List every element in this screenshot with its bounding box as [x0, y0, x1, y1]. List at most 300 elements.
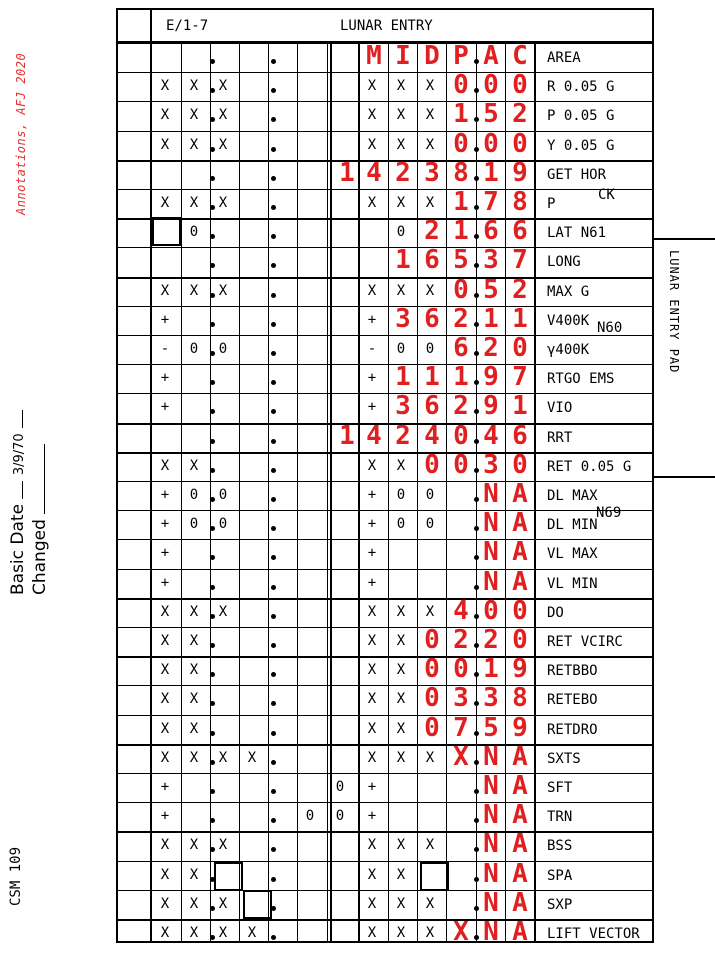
digit-cell: A — [512, 917, 528, 947]
digit-cell: 3 — [395, 303, 411, 334]
digit-cell: N — [483, 566, 499, 597]
decimal-dot — [474, 614, 479, 619]
left-cell: X — [218, 195, 228, 211]
decimal-dot — [210, 205, 215, 210]
input-box — [420, 862, 449, 891]
row-label: AREA — [547, 50, 581, 66]
lunar-entry-form — [116, 8, 654, 947]
digit-cell: 6 — [453, 333, 469, 363]
mid-cell: - — [367, 341, 377, 357]
digit-cell: 2 — [453, 391, 469, 422]
digit-cell: A — [512, 566, 528, 597]
left-cell: 0 — [335, 779, 345, 795]
digit-cell: 0 — [512, 70, 528, 101]
digit-cell: A — [512, 741, 528, 772]
left-cell: + — [160, 574, 170, 591]
left-cell: X — [160, 282, 170, 299]
form-header — [118, 10, 652, 43]
digit-cell: A — [512, 537, 528, 568]
left-cell: 0 — [335, 808, 345, 825]
decimal-dot — [210, 672, 215, 677]
mid-cell: X — [396, 603, 406, 620]
mid-cell: X — [367, 895, 377, 912]
digit-cell: 3 — [483, 449, 499, 480]
row-label: RRT — [547, 429, 573, 446]
basic-date-line — [22, 481, 23, 499]
digit-cell: 1 — [453, 187, 469, 217]
decimal-dot — [474, 59, 479, 64]
row-note: N60 — [597, 320, 623, 336]
grid-col — [446, 43, 447, 943]
mid-cell: X — [425, 837, 435, 854]
digit-cell: 4 — [366, 420, 382, 451]
digit-cell: 2 — [453, 303, 469, 334]
mid-cell: + — [367, 487, 377, 503]
digit-cell: 1 — [483, 654, 499, 685]
left-cell: X — [160, 749, 170, 766]
grid-row-line — [118, 773, 654, 774]
grid-row-line — [118, 715, 654, 716]
digit-cell: 4 — [424, 420, 440, 451]
decimal-dot — [271, 789, 276, 794]
left-cell: X — [160, 136, 170, 153]
mid-cell: X — [425, 749, 435, 766]
digit-cell: X — [453, 741, 469, 772]
digit-cell: 1 — [453, 216, 469, 247]
decimal-dot — [210, 380, 215, 385]
left-cell: X — [189, 603, 199, 620]
digit-cell: 6 — [424, 303, 440, 334]
decimal-dot — [210, 906, 215, 911]
mid-cell: X — [396, 136, 406, 153]
row-label: RTGO EMS — [547, 371, 615, 388]
csm-label: CSM 109 — [8, 846, 24, 906]
digit-cell: 4 — [453, 595, 469, 626]
decimal-dot — [271, 760, 276, 765]
left-cell: + — [160, 370, 170, 387]
grid-col — [239, 43, 240, 943]
decimal-dot — [271, 351, 276, 356]
digit-cell: 0 — [424, 712, 440, 743]
grid-row-line — [118, 890, 654, 891]
mid-cell: + — [367, 311, 377, 328]
left-cell: X — [160, 895, 170, 912]
left-cell: X — [189, 662, 199, 679]
mid-cell: X — [396, 195, 406, 211]
grid-row-line — [118, 189, 654, 190]
digit-cell: 6 — [424, 245, 440, 276]
mid-cell: X — [425, 78, 435, 95]
row-label: DL MIN — [547, 517, 598, 534]
mid-cell: X — [425, 136, 435, 153]
mid-cell: 0 — [396, 516, 406, 533]
grid-row-line — [118, 306, 654, 307]
left-cell: X — [218, 136, 228, 153]
mid-cell: X — [367, 837, 377, 854]
left-cell: + — [160, 399, 170, 416]
digit-cell: 0 — [453, 70, 469, 101]
left-cell: + — [160, 545, 170, 562]
mid-cell: 0 — [396, 224, 406, 241]
mid-cell: 0 — [425, 487, 435, 503]
form-id: E/1-7 — [166, 18, 209, 34]
row-label: MAX G — [547, 283, 590, 300]
digit-cell: N — [483, 800, 499, 831]
mid-cell: + — [367, 779, 377, 795]
grid-row-line — [118, 861, 654, 862]
mid-cell: 0 — [396, 487, 406, 503]
digit-cell: M — [366, 41, 382, 71]
digit-cell: 9 — [512, 712, 528, 743]
digit-cell: A — [512, 887, 528, 918]
mid-cell: X — [396, 895, 406, 912]
left-cell: X — [218, 78, 228, 95]
mid-cell: X — [396, 282, 406, 299]
row-label: VL MAX — [547, 546, 598, 563]
decimal-dot — [271, 701, 276, 706]
mid-cell: 0 — [396, 341, 406, 357]
left-cell: X — [160, 720, 170, 737]
left-cell: X — [189, 107, 199, 124]
decimal-dot — [474, 643, 479, 648]
row-label: RET VCIRC — [547, 634, 623, 650]
decimal-dot — [210, 176, 215, 181]
digit-cell: 1 — [395, 362, 411, 393]
row-label: γ400K — [547, 342, 590, 358]
left-cell: X — [247, 749, 257, 766]
left-cell: 0 — [218, 516, 228, 533]
digit-cell: 1 — [453, 362, 469, 393]
grid-row-line — [118, 598, 654, 600]
decimal-dot — [210, 351, 215, 356]
decimal-dot — [210, 147, 215, 152]
row-label: SFT — [547, 780, 573, 796]
row-label: SXP — [547, 896, 573, 913]
digit-cell: 5 — [483, 274, 499, 305]
left-cell: X — [189, 866, 199, 883]
left-cell: + — [160, 311, 170, 328]
row-note: N69 — [596, 505, 622, 521]
decimal-dot — [474, 176, 479, 181]
decimal-dot — [271, 585, 276, 590]
digit-cell: 0 — [453, 654, 469, 685]
mid-cell: X — [396, 925, 406, 941]
digit-cell: P — [453, 41, 469, 71]
decimal-dot — [210, 760, 215, 765]
mid-cell: X — [396, 691, 406, 708]
row-label: SPA — [547, 867, 573, 884]
decimal-dot — [210, 789, 215, 794]
mid-cell: X — [367, 925, 377, 941]
grid-row-line — [118, 919, 654, 921]
basic-date-label: Basic Date — [8, 503, 28, 595]
digit-cell: 1 — [395, 245, 411, 276]
digit-cell: N — [483, 508, 499, 539]
digit-cell: A — [512, 800, 528, 831]
digit-cell: A — [512, 829, 528, 860]
digit-cell: 6 — [512, 420, 528, 451]
left-cell: X — [189, 691, 199, 708]
digit-cell: 6 — [512, 216, 528, 247]
decimal-dot — [474, 789, 479, 794]
row-label: LIFT VECTOR — [547, 926, 640, 942]
decimal-dot — [271, 234, 276, 239]
digit-cell: 5 — [483, 99, 499, 130]
mid-cell: X — [425, 603, 435, 620]
mid-cell: X — [396, 633, 406, 649]
decimal-dot — [271, 643, 276, 648]
decimal-dot — [474, 293, 479, 298]
digit-cell: 1 — [483, 157, 499, 188]
basic-date-value: 3/9/70 — [12, 433, 27, 476]
grid-row-line — [118, 627, 654, 628]
digit-cell: 8 — [512, 683, 528, 714]
mid-cell: X — [367, 195, 377, 211]
decimal-dot — [271, 409, 276, 414]
left-cell: X — [189, 78, 199, 95]
digit-cell: 3 — [483, 683, 499, 714]
left-cell: X — [160, 107, 170, 124]
digit-cell: I — [395, 41, 411, 71]
left-cell: X — [189, 633, 199, 649]
input-box — [243, 890, 272, 919]
digit-cell: A — [512, 479, 528, 509]
mid-cell: X — [425, 282, 435, 299]
digit-cell: N — [483, 479, 499, 509]
left-cell: - — [160, 341, 170, 357]
left-cell: 0 — [305, 808, 315, 825]
grid-row-line — [118, 685, 654, 686]
decimal-dot — [271, 322, 276, 327]
digit-cell: 3 — [395, 391, 411, 422]
decimal-dot — [210, 701, 215, 706]
mid-cell: + — [367, 399, 377, 416]
digit-cell: 0 — [483, 70, 499, 101]
row-label: RET 0.05 G — [547, 458, 632, 475]
digit-cell: 2 — [424, 216, 440, 247]
mid-cell: X — [396, 749, 406, 766]
digit-cell: 9 — [512, 654, 528, 685]
left-cell: 0 — [189, 516, 199, 533]
mid-cell: X — [367, 749, 377, 766]
decimal-dot — [271, 117, 276, 122]
annotation-credit: Annotations, AFJ 2020 — [14, 52, 28, 215]
left-cell: X — [160, 457, 170, 474]
digit-cell: N — [483, 887, 499, 918]
left-cell: X — [160, 691, 170, 708]
decimal-dot — [271, 263, 276, 268]
row-label: GET HOR — [547, 166, 607, 183]
row-label: R 0.05 G — [547, 79, 615, 96]
digit-cell: 2 — [483, 625, 499, 655]
grid-row-line — [118, 510, 654, 511]
mid-cell: X — [367, 107, 377, 124]
row-label: V400K — [547, 312, 590, 329]
digit-cell: 4 — [366, 157, 382, 188]
decimal-dot — [210, 643, 215, 648]
decimal-dot — [474, 439, 479, 444]
decimal-dot — [271, 205, 276, 210]
left-cell: X — [160, 837, 170, 854]
decimal-dot — [474, 147, 479, 152]
mid-cell: X — [367, 691, 377, 708]
decimal-dot — [271, 88, 276, 93]
digit-cell: A — [512, 858, 528, 889]
left-cell: + — [160, 516, 170, 533]
decimal-dot — [271, 935, 276, 940]
grid-col — [268, 43, 269, 943]
left-cell: X — [189, 457, 199, 474]
decimal-dot — [210, 468, 215, 473]
decimal-dot — [210, 731, 215, 736]
mid-cell: + — [367, 574, 377, 591]
left-cell: + — [160, 808, 170, 825]
digit-cell: 6 — [483, 216, 499, 247]
mid-cell: X — [367, 720, 377, 737]
row-label: RETEBO — [547, 692, 598, 709]
decimal-dot — [271, 672, 276, 677]
digit-cell: 1 — [339, 157, 355, 188]
decimal-dot — [210, 614, 215, 619]
digit-cell: 8 — [453, 157, 469, 188]
mid-cell: X — [367, 603, 377, 620]
grid-row-line — [118, 569, 654, 570]
digit-cell: 2 — [395, 420, 411, 451]
grid-row-line — [118, 72, 654, 73]
left-cell: X — [189, 136, 199, 153]
decimal-dot — [210, 497, 215, 502]
digit-cell: 2 — [453, 625, 469, 655]
grid-row-line — [118, 539, 654, 540]
decimal-dot — [210, 439, 215, 444]
digit-cell: N — [483, 829, 499, 860]
row-label: TRN — [547, 809, 573, 826]
digit-cell: 8 — [512, 187, 528, 217]
digit-cell: 2 — [483, 333, 499, 363]
mid-cell: X — [396, 457, 406, 474]
row-label: LAT N61 — [547, 225, 607, 242]
left-cell: 0 — [189, 487, 199, 503]
decimal-dot — [474, 760, 479, 765]
decimal-dot — [271, 526, 276, 531]
grid-row-line — [118, 277, 654, 279]
decimal-dot — [271, 877, 276, 882]
digit-cell: 0 — [512, 625, 528, 655]
left-cell: X — [218, 895, 228, 912]
digit-cell: 6 — [424, 391, 440, 422]
left-cell: X — [160, 662, 170, 679]
grid-vline — [534, 43, 536, 943]
row-label: VL MIN — [547, 575, 598, 592]
left-cell: X — [160, 78, 170, 95]
row-label: BSS — [547, 838, 573, 855]
decimal-dot — [474, 468, 479, 473]
decimal-dot — [271, 147, 276, 152]
digit-cell: N — [483, 741, 499, 772]
digit-cell: X — [453, 917, 469, 947]
mid-cell: X — [367, 866, 377, 883]
decimal-dot — [474, 935, 479, 940]
mid-cell: X — [367, 282, 377, 299]
decimal-dot — [210, 234, 215, 239]
digit-cell: 3 — [424, 157, 440, 188]
mid-cell: 0 — [425, 516, 435, 533]
digit-cell: 3 — [453, 683, 469, 714]
digit-cell: 0 — [512, 333, 528, 363]
grid-row-line — [118, 744, 654, 746]
left-cell: + — [160, 487, 170, 503]
digit-cell: 2 — [395, 157, 411, 188]
pad-bracket-bottom — [654, 476, 715, 478]
mid-cell: + — [367, 370, 377, 387]
decimal-dot — [474, 351, 479, 356]
left-cell: X — [189, 282, 199, 299]
digit-cell: 2 — [512, 99, 528, 130]
decimal-dot — [210, 293, 215, 298]
mid-cell: X — [396, 107, 406, 124]
decimal-dot — [271, 614, 276, 619]
digit-cell: 7 — [512, 362, 528, 393]
form-title: LUNAR ENTRY — [340, 18, 433, 34]
grid-row-line — [118, 101, 654, 102]
decimal-dot — [271, 847, 276, 852]
digit-cell: N — [483, 858, 499, 889]
digit-cell: 0 — [512, 595, 528, 626]
mid-cell: + — [367, 516, 377, 533]
digit-cell: 7 — [512, 245, 528, 276]
digit-cell: A — [512, 508, 528, 539]
decimal-dot — [210, 555, 215, 560]
pad-bracket-top — [654, 238, 715, 240]
left-cell: 0 — [218, 487, 228, 503]
left-cell: X — [189, 749, 199, 766]
mid-cell: X — [396, 662, 406, 679]
digit-cell: N — [483, 917, 499, 947]
mid-cell: 0 — [425, 341, 435, 357]
left-cell: 0 — [189, 341, 199, 357]
digit-cell: 1 — [512, 303, 528, 334]
mid-cell: X — [425, 895, 435, 912]
digit-cell: 0 — [483, 595, 499, 626]
grid-row-line — [118, 831, 654, 833]
decimal-dot — [474, 906, 479, 911]
left-cell: X — [160, 925, 170, 941]
mid-cell: + — [367, 545, 377, 562]
left-cell: X — [189, 895, 199, 912]
mid-cell: + — [367, 808, 377, 825]
decimal-dot — [474, 877, 479, 882]
grid-col — [505, 43, 506, 943]
decimal-dot — [210, 263, 215, 268]
decimal-dot — [210, 409, 215, 414]
digit-cell: 1 — [339, 420, 355, 451]
decimal-dot — [271, 176, 276, 181]
digit-cell: 9 — [512, 157, 528, 188]
digit-cell: 0 — [424, 683, 440, 714]
digit-cell: 1 — [483, 303, 499, 334]
digit-cell: 0 — [453, 128, 469, 159]
digit-cell: 0 — [512, 449, 528, 480]
row-label: LONG — [547, 254, 581, 271]
decimal-dot — [271, 439, 276, 444]
left-cell: 0 — [218, 341, 228, 357]
mid-cell: X — [367, 662, 377, 679]
mid-cell: X — [425, 195, 435, 211]
digit-cell: A — [512, 771, 528, 801]
left-cell: X — [189, 195, 199, 211]
decimal-dot — [271, 380, 276, 385]
mid-cell: X — [367, 78, 377, 95]
